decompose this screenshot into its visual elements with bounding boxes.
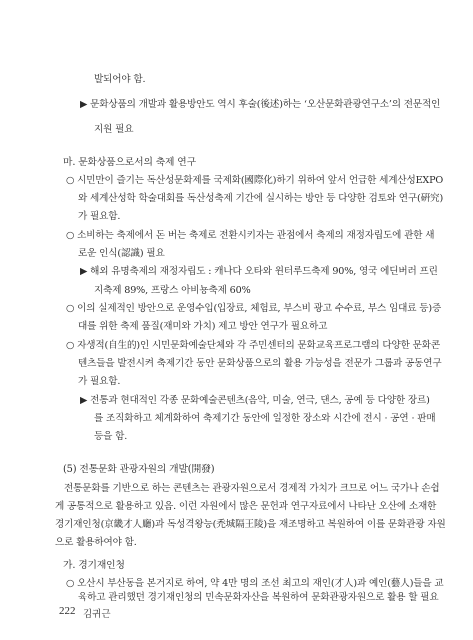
- text-line-last: 육하고 관리했던 경기재인청의 민속문화자산을 복원하여 문화관광자원으로 활용 할 필요: [78, 592, 439, 603]
- text-line: 가 필요함.: [78, 211, 121, 222]
- text-line: 대를 위한 축제 품질(재미와 가치) 제고 방안 연구가 필요하고: [78, 321, 328, 332]
- bullet-line: ▶ 문화상품의 개발과 활용방안도 역시 후술(後述)하는 ‘오산문화관광연구소’의 전문적인: [80, 99, 441, 110]
- bullet-line: ○ 소비하는 축제에서 돈 버는 축제로 전환시키자는 관점에서 축제의 재정자립도에 관한 새: [66, 230, 435, 241]
- text-line: 등을 함.: [94, 431, 128, 442]
- section-heading: (5) 전통문화 관광자원의 개발(開發): [63, 464, 215, 475]
- section-heading: 가. 경기재인청: [63, 560, 125, 571]
- text-line: 전통문화를 기반으로 하는 콘텐츠는 관광자원으로서 경제적 가치가 크므로 어느 국가나 손쉽: [64, 483, 440, 494]
- text-line: 으로 활용하여야 함.: [55, 537, 137, 548]
- text-line: 와 세계산성학 학술대회를 독산성축제 기간에 실시하는 방안 등 다양한 검토와 연구(硏究): [78, 193, 444, 204]
- bullet-line: ○ 자생적(自生的)인 시민문화예술단체와 각 주민센터의 문화교육프로그램의 다양한 문화콘: [66, 340, 441, 351]
- bullet-line: ▶ 전통과 현대적인 각종 문화예술콘텐츠(음악, 미술, 연극, 댄스, 공예 등 다양한 장르): [80, 395, 430, 406]
- text-line: 가 필요함.: [78, 376, 121, 387]
- author-name: 김귀근: [83, 609, 111, 620]
- text-line: 로운 인식(認識) 필요: [78, 248, 165, 259]
- bullet-line: ○ 오산시 부산동을 본거지로 하여, 약 4만 명의 조선 최고의 재인(才人)과 예인(藝人)들을 교: [66, 578, 444, 589]
- text-line: 지축제 89%, 프랑스 아비뇽축제 60%: [94, 285, 251, 296]
- text-line: 경기재인청(京畿才人廳)과 독성격왕능(禿城隔王陵)을 재조명하고 복원하여 이를 문화관광 자원: [55, 519, 446, 530]
- text-line: 지원 필요: [94, 124, 134, 135]
- bullet-line: ○ 시민만이 즐기는 독산성문화제를 국제화(國際化)하기 위하여 앞서 언급한 세계산성EXPO: [66, 175, 444, 186]
- text-line: 발되어야 함.: [94, 74, 146, 85]
- section-heading: 마. 문화상품으로서의 축제 연구: [63, 157, 196, 168]
- text-line: 텐츠들을 발전시켜 축제기간 동안 문화상품으로의 활용 가능성을 전문가 그룹과 공동연구: [78, 358, 442, 369]
- bullet-line: ○ 이의 실제적인 방안으로 운영수입(입장료, 체험료, 부스비 광고 수수료, 부스 임대료 등)증: [66, 303, 442, 314]
- bullet-line: ▶ 해외 유명축제의 재정자립도 : 캐나다 오타와 윈터루드축제 90%, 영국 에딘버러 프린: [80, 266, 438, 277]
- text-line: 게 공통적으로 활용하고 있음. 이런 자원에서 많은 문헌과 연구자료에서 나타난 오산에 소재한: [55, 501, 437, 512]
- page-number: 222: [59, 605, 76, 617]
- text-line: 를 조직화하고 체계화하여 축제기간 동안에 일정한 장소와 시간에 전시 · 공연 · 판매: [94, 413, 436, 424]
